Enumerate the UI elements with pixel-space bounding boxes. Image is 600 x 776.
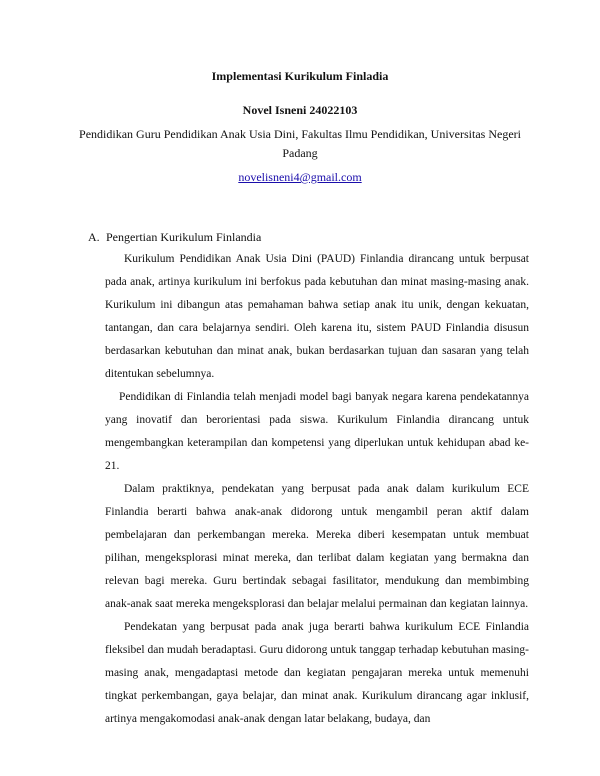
paragraph: Kurikulum Pendidikan Anak Usia Dini (PAUD) Finlandia dirancang untuk berpusat pada anak, artinya kurikulum ini berfokus pada kebutuhan dan minat masing-masing anak. Kurikulum ini dibangun atas pemahaman bahwa setiap anak itu unik, dengan kekuatan, tantangan, dan cara belajarnya sendiri. Oleh karena itu, sistem PAUD Finlandia disusun berdasarkan kebutuhan dan minat anak, bukan berdasarkan tujuan dan sasaran yang telah ditentukan sebelumnya. bbox=[105, 253, 529, 380]
section-title: Pengertian Kurikulum Finlandia bbox=[106, 230, 262, 244]
section-heading bbox=[88, 230, 261, 245]
email-link[interactable]: novelisneni4@gmail.com bbox=[238, 170, 362, 184]
email-line bbox=[0, 170, 600, 185]
author-line: Novel Isneni 24022103 bbox=[242, 103, 358, 117]
paper-title: Implementasi Kurikulum Finladia bbox=[211, 69, 389, 83]
paragraph: Dalam praktiknya, pendekatan yang berpusat pada anak dalam kurikulum ECE Finlandia berarti bahwa anak-anak didorong untuk mengambil peran aktif dalam pembelajaran dan perkembangan mereka. Mereka diberi kesempatan untuk membuat pilihan, mengeksplorasi minat mereka, dan terlibat dalam kegiatan yang bermakna dan relevan bagi mereka. Guru bertindak sebagai fasilitator, mendukung dan membimbing anak-anak saat mereka mengeksplorasi dan belajar melalui permainan dan kegiatan lainnya. bbox=[105, 483, 529, 610]
section-letter: A. bbox=[88, 230, 100, 244]
paragraph: Pendidikan di Finlandia telah menjadi model bagi banyak negara karena pendekatannya yang inovatif dan berorientasi pada siswa. Kurikulum Finlandia dirancang untuk mengembangkan keterampilan dan kompetensi yang diperlukan untuk kehidupan abad ke-21. bbox=[105, 391, 529, 472]
affiliation: Pendidikan Guru Pendidikan Anak Usia Dini, Fakultas Ilmu Pendidikan, Universitas Negeri Padang bbox=[79, 127, 521, 160]
section-body bbox=[105, 248, 529, 731]
paragraph: Pendekatan yang berpusat pada anak juga berarti bahwa kurikulum ECE Finlandia fleksibel dan mudah beradaptasi. Guru didorong untuk tanggap terhadap kebutuhan masing-masing anak, mengadaptasi metode dan kegiatan pengajaran mereka untuk memenuhi tingkat perkembangan, gaya belajar, dan minat anak. Kurikulum dirancang agar inklusif, artinya mengakomodasi anak-anak dengan latar belakang, budaya, dan bbox=[105, 621, 529, 725]
